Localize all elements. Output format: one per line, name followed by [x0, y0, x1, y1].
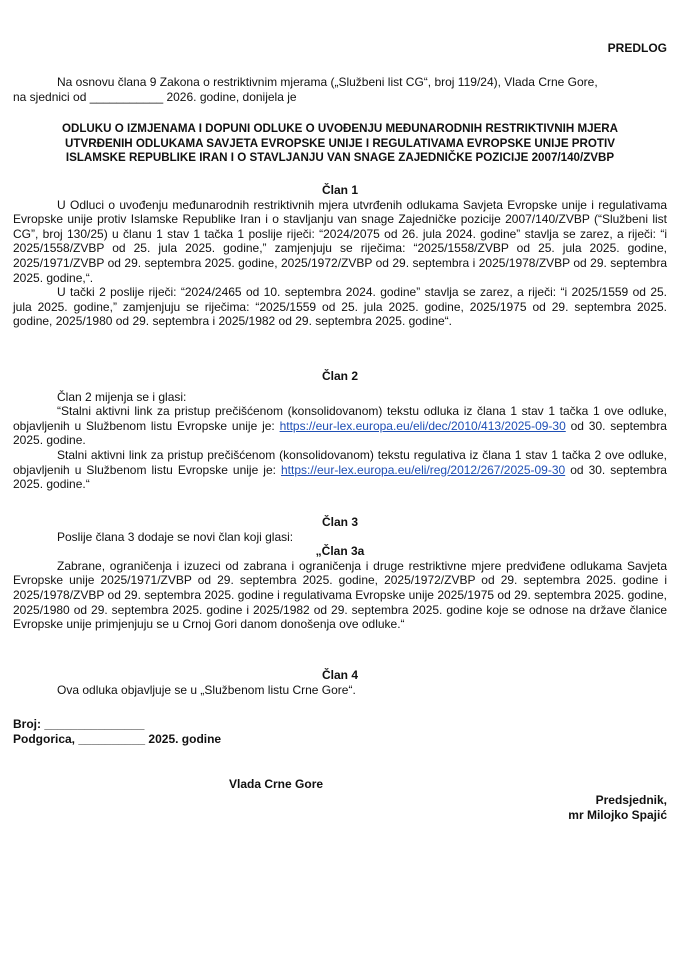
clan-3-paragraph-2: Zabrane, ograničenja i izuzeci od zabrana i ograničenja i druge restriktivne mjere predviđene odlukama Savjeta Evropske unije 2025/1971/ZVBP od 29. septembra 2025. godine, 2025/1972/ZVBP od 29. septembra 2025. godine i 2025/1978/ZVBP od 29. septembra 2025. godine i regulativama Evropske unije 2025/1975 od 29. septembra 2025. godine, 2025/1980 od 29. septembra 2025. godine i 2025/1982 od 29. septembra 2025. godine koje se odnose na države članice Evropske unije primjenjuju se u Crnoj Gori danom donošenja ove odluke.“: [13, 558, 667, 632]
broj-line: Broj: _______________: [13, 717, 145, 731]
government-name: Vlada Crne Gore: [229, 777, 324, 791]
title-line-1: ODLUKU O IZMJENAMA I DOPUNI ODLUKE O UVOĐENJU MEĐUNARODNIH RESTRIKTIVNIH MJERA: [61, 122, 619, 135]
clan-3-paragraph-1: Poslije člana 3 dodaje se novi član koji glasi:: [57, 529, 294, 544]
title-line-3: ISLAMSKE REPUBLIKE IRAN I O STAVLJANJU VAN SNAGE ZAJEDNIČKE POZICIJE 2007/140/ZVBP: [65, 151, 615, 165]
clan-3-section: [13, 515, 667, 632]
clan-2-paragraph-2: [13, 404, 667, 448]
clan-4-paragraph-1: Ova odluka objavljuje se u „Službenom listu Crne Gore“.: [57, 682, 356, 697]
intro-line-2: na sjednici od ___________ 2026. godine, donijela je: [13, 89, 297, 104]
place-date-line: Podgorica, __________ 2025. godine: [13, 732, 222, 746]
signatory-name: mr Milojko Spajić: [568, 808, 667, 822]
clan-2-paragraph-3: [13, 448, 667, 492]
clan-4-heading: Član 4: [321, 668, 358, 682]
clan-2-paragraph-2-text: “Stalni aktivni link za pristup prečišćenom (konsolidovanom) tekstu odluka iz člana 1 stav 1 tačka 1 ove odluke, objavljenih u Službenom listu Evropske unije je:: [13, 404, 667, 433]
clan-2-heading: Član 2: [321, 369, 358, 383]
signatory-role: Predsjednik,: [595, 793, 667, 807]
intro-line-1: Na osnovu člana 9 Zakona o restriktivnim mjerama („Službeni list CG“, broj 119/24), Vlada Crne Gore,: [57, 75, 598, 89]
eur-lex-dec-link[interactable]: https://eur-lex.europa.eu/eli/dec/2010/413/2025-09-30: [279, 418, 566, 433]
clan-1-section: [13, 183, 667, 329]
clan-1-paragraph-1: U Odluci o uvođenju međunarodnih restriktivnih mjera utvrđenih odlukama Savjeta Evropske unije i regulativama Evropske unije protiv Islamske Republike Iran i o stavljanju van snage Zajedničke pozicije 2007/140/ZVBP (“Službeni list CG”, broj 130/25) u članu 1 stav 1 tačka 1 poslije riječi: “2024/2075 od 26. jula 2024. godine” stavlja se zarez, a riječi: “i 2025/1558/ZVBP od 25. jula 2025. godine,” zamjenjuju se riječima: “2025/1558/ZVBP od 25. jula 2025. godine, 2025/1971/ZVBP od 29. septembra 2025. godine, 2025/1972/ZVBP od 29. septembra i 2025/1978/ZVBP od 29. septembra 2025. godine,“.: [13, 197, 667, 285]
clan-2-paragraph-3-text: Stalni aktivni link za pristup prečišćenom (konsolidovanom) tekstu regulativa iz člana 1 stav 1 tačka 2 ove odluke, objavljenih u Službenom listu Evropske unije je:: [13, 447, 667, 477]
clan-1-heading: Član 1: [321, 183, 358, 197]
clan-3-heading: Član 3: [321, 515, 358, 529]
title-line-2: UTVRĐENIH ODLUKAMA SAVJETA EVROPSKE UNIJE I REGULATIVAMA EVROPSKE UNIJE PROTIV: [65, 136, 615, 150]
clan-3a-heading: „Član 3a: [315, 544, 365, 559]
clan-2-paragraph-2-end: od 30. septembra 2025. godine.: [13, 418, 667, 448]
predlog-label: PREDLOG: [607, 41, 667, 55]
document-title: [13, 122, 667, 166]
clan-2-paragraph-1: Član 2 mijenja se i glasi:: [57, 389, 187, 404]
clan-1-paragraph-2: U tački 2 poslije riječi: “2024/2465 od 10. septembra 2024. godine” stavlja se zarez, a riječi: “i 2025/1559 od 25. jula 2025. godine,” zamjenjuju se riječima: “2025/1559 od 25. jula 2025. godine, 2025/1975 od 29. septembra 2025. godine, 2025/1980 od 29. septembra i 2025/1982 od 29. septembra 2025. godine“.: [13, 285, 667, 329]
eur-lex-reg-link[interactable]: https://eur-lex.europa.eu/eli/reg/2012/267/2025-09-30: [280, 462, 566, 477]
intro-paragraph: [13, 75, 667, 104]
clan-4-section: [13, 668, 667, 697]
clan-2-section: [13, 369, 667, 492]
clan-2-paragraph-3-end: od 30. septembra 2025. godine.“: [13, 462, 667, 492]
